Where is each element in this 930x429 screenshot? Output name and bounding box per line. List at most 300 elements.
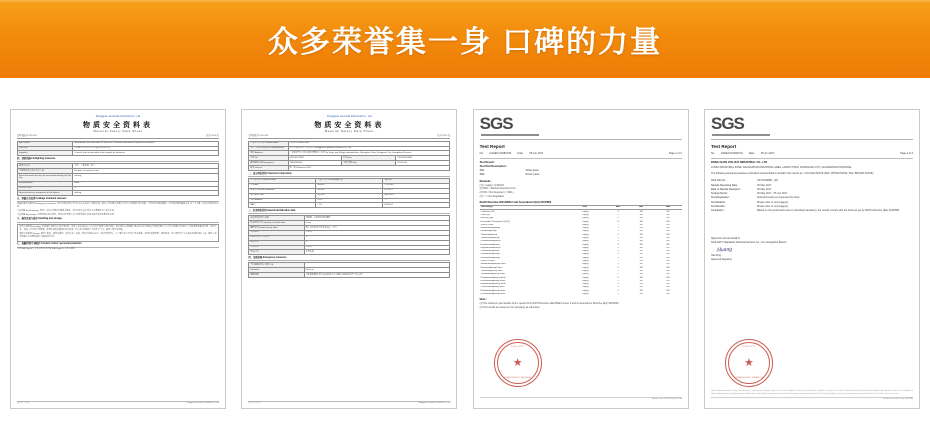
cell-mdl: 5 xyxy=(617,286,619,289)
cell-sn1: ND xyxy=(639,236,643,239)
cell-item: Dibromodiphenyl ether xyxy=(480,266,503,269)
paragraph: 操作注意事项 Handling: 密闭操作,提供充分的局部排风。操作人员必须经过专门培训,严格遵守操作规程。建议操作人员佩戴自吸过滤式防毒面具(半面罩),戴化学安全防护眼镜,穿防静电工作服,戴橡胶耐油手套。远离火种、热源,工作场所严禁吸烟。使用防爆型的通风系统和设备。防止蒸气泄漏到工作场所空气中。避免与氧化剂接触。 xyxy=(19,226,217,232)
certificate-card-msds-page1[interactable] xyxy=(241,109,457,409)
cell-unit: mg/kg xyxy=(582,223,589,226)
cell-mdl: 2 xyxy=(617,213,619,216)
msds-firstaid-table xyxy=(17,141,219,157)
msds-meta-right: 版本:2015 版 xyxy=(437,134,451,137)
test-part-heading: Test Part Description : xyxy=(479,165,508,168)
client-block xyxy=(711,161,913,170)
row-label: Special protective equipment for the fighters xyxy=(18,191,73,196)
report-page-number: Page 1 of 3 xyxy=(900,152,913,156)
cell-sn1: ND xyxy=(639,240,643,243)
cell-cas: 9002-89-5 xyxy=(383,193,450,198)
cell-item: Hexabromodiphenyl ether xyxy=(480,279,506,282)
signature: Huang xyxy=(716,246,733,254)
row-label: 物质危害分类 substance classification xyxy=(249,221,304,226)
cell-sn2: ND xyxy=(666,213,670,216)
msds-meta-left: 资料表编号:JXD-001 xyxy=(248,134,269,137)
cell-mdl: 5 xyxy=(617,227,619,230)
cell-sn1: ND xyxy=(639,273,643,276)
msds-subtitle: Material Safety Data Sheet xyxy=(324,128,374,133)
column-header-item: Test Item(s) xyxy=(480,206,582,210)
cell-pct: 30-40% xyxy=(316,183,383,188)
cell-unit: mg/kg xyxy=(582,250,589,253)
cell-sn1: ND xyxy=(639,260,643,263)
sgs-header xyxy=(480,115,682,140)
field-value: Based on the performed tests on submitted sample(s), the results comply with the limits as set by RoHS Directive (EU) 2015/863. xyxy=(756,209,900,213)
cell-mdl: - xyxy=(617,223,619,226)
field-key: Testing Period : xyxy=(710,192,729,196)
cell-item: Octabromobiphenyl xyxy=(480,250,500,253)
cell-cas: — xyxy=(383,198,450,203)
certificate-card-msds-page2[interactable] xyxy=(10,109,226,409)
cell-sn1: ND xyxy=(639,246,643,249)
table-row xyxy=(18,151,219,156)
report-date-label: Date: xyxy=(748,152,755,156)
cell-sn2: ND xyxy=(666,220,670,223)
row-value: 无 xyxy=(73,186,219,191)
cell-name: 聚乙烯醇 PVA xyxy=(249,193,316,198)
cell-sn2: ND xyxy=(666,286,670,289)
column-header-unit: Unit xyxy=(582,206,609,210)
cell-sn2: ND xyxy=(666,273,670,276)
cell-unit: mg/kg xyxy=(582,263,589,266)
paragraph: 泄漏的紧急处理措施 Emergency treatment: 切开污染的现场,不允许无关人员进入,切断火源。建议应急处理人员戴自给正压式呼吸器,穿防毒服。不要直接接触泄漏物。尽可能切断泄漏源,防止流入下水道、排洪沟等限制性空间。 xyxy=(17,203,219,209)
cell-sn1: ND xyxy=(639,269,643,272)
cell-sn2: ND xyxy=(666,250,670,253)
cell-item: Pentabromobiphenyl xyxy=(480,240,501,243)
banner-title: 众多荣誉集一身 口碑的力量 xyxy=(267,26,663,59)
field-key: Date of Sample Received : xyxy=(710,187,741,191)
row-label: 物质分类 xyxy=(249,250,304,255)
field-key: Test Method : xyxy=(710,200,726,204)
section-heading-leakage: 五、泄漏应急处理 Leakage treatment measure xyxy=(17,198,219,202)
cell-sn1: ND xyxy=(639,293,643,296)
sample-intro: The following sample(s) was/were submitted and identified on behalf of the clients as : COLOUR PASTE (SN1: WHITE PASTE, SN2: BROWN PASTE) xyxy=(710,172,874,176)
msds-subtitle: Material Safety Data Sheet xyxy=(93,128,143,133)
row-value: To wash, drink as desirable to be hospital for treatment xyxy=(73,151,219,156)
cell-item: Cadmium (Cd) xyxy=(480,210,495,213)
cell-sn2: ND xyxy=(666,276,670,279)
cell-sn2: ND xyxy=(666,256,670,259)
row-label: 生产厂商及制造商名称 Manufacturer xyxy=(249,146,288,151)
specimen-desc: Brown paste xyxy=(525,173,540,177)
row-value: 立即脱去污染衣着,用大量流动清水冲洗 xyxy=(73,146,219,151)
sgs-page-footer: Member of the SGS Group (SGS SA) xyxy=(480,397,682,401)
row-label: 适用灭火剂 xyxy=(18,164,73,169)
certificate-card-sgs-page2[interactable] xyxy=(473,109,689,409)
cell-unit: mg/kg xyxy=(582,227,589,230)
msds-company-name: Dongguan Junxinda Chemical Co., Ltd xyxy=(95,115,141,118)
section-heading-firefighting: 四、消防措施 Firefighting measures xyxy=(17,158,219,162)
cell-unit: mg/kg xyxy=(582,260,589,263)
column-header-cas: CAS NO xyxy=(383,178,450,183)
cell-mdl: 5 xyxy=(617,250,619,253)
sgs-page-footer: Member of the SGS Group (SGS SA) xyxy=(711,397,913,401)
msds-title: 物质安全资料表 xyxy=(314,121,385,129)
cell-sn1: ND xyxy=(639,253,643,256)
row-value: water xyxy=(73,181,219,186)
msds-meta-left: 资料表编号:JXD-001 xyxy=(17,134,38,137)
cell-pct: 20-30% xyxy=(316,188,383,193)
field-value: Please refer to next page(s). xyxy=(756,204,789,208)
cell-cas: 672-83-4 xyxy=(383,203,450,208)
report-id-row xyxy=(480,152,682,156)
specimen-no: SN1 xyxy=(479,169,485,173)
cell-item: Hexavalent Chromium (Cr(VI)) xyxy=(480,220,510,223)
row-label: 紧急联络电话 Emergency xyxy=(249,161,288,166)
cell-sn2: ND xyxy=(666,289,670,292)
cell-sn2: ND xyxy=(666,210,670,213)
cell-item: Tetrabromodiphenyl ether xyxy=(480,273,505,276)
row-label: 制表日期 Date xyxy=(342,161,396,166)
row-label: 特殊危害 xyxy=(249,240,304,245)
stamp-inner xyxy=(497,342,539,384)
table-row xyxy=(249,272,450,277)
row-label: Eye contact xyxy=(18,141,73,146)
row-label: 不同暴露途径之急救方法 xyxy=(249,263,304,268)
row-label: 主要症状 xyxy=(249,245,304,250)
sgs-logo-block xyxy=(711,115,770,136)
field-value: 25 May 2017 xyxy=(756,187,772,191)
cell-sn1: ND xyxy=(639,210,643,213)
field-key: Conclusion : xyxy=(710,209,725,213)
cell-item: Sum of PBBs xyxy=(480,223,494,226)
cell-sn2: ND xyxy=(666,230,670,233)
row-value: nothing xyxy=(73,173,219,181)
sgs-logo: SGS xyxy=(710,114,744,133)
msds-document-page1 xyxy=(248,115,451,405)
cell-sn1: ND xyxy=(639,213,643,216)
cell-unit: mg/kg xyxy=(582,230,589,233)
rohs-results-body xyxy=(480,210,682,296)
handling-box xyxy=(17,224,219,242)
cell-sn1: ND xyxy=(639,289,643,292)
report-no-value: CANEC1702827/01 xyxy=(720,152,743,156)
cell-sn1: ND xyxy=(639,243,643,246)
stamp-top-text: SGS-CSTC xyxy=(511,346,525,348)
cell-mdl: 5 xyxy=(617,266,619,269)
cell-mdl: 5 xyxy=(617,263,619,266)
row-label: 地址 Address xyxy=(249,151,288,156)
row-value: 立即提起眼睑,用大量流动清水或生理盐水彻底冲洗至少15分钟 xyxy=(304,272,450,277)
cell-mdl: 2 xyxy=(617,217,619,220)
cell-sn1: ND xyxy=(639,233,643,236)
field-value: CP1702089B - QN xyxy=(756,179,778,183)
sgs-report-page1 xyxy=(711,115,913,403)
specimen-desc: White paste xyxy=(525,169,539,173)
remark-item: (3) ND = Not Detected ( < MDL ) xyxy=(479,191,514,195)
cell-unit: mg/kg xyxy=(582,286,589,289)
cell-sn2: ND xyxy=(666,233,670,236)
cell-sn2: ND xyxy=(666,293,670,296)
row-value: 无 xyxy=(304,235,450,240)
row-label: 环境影响 xyxy=(249,230,304,235)
sgs-logo-underline xyxy=(481,134,539,136)
cell-item: Heptabromobiphenyl xyxy=(480,246,501,249)
row-value: 吸入高浓度蒸气可引起头晕、乏力 xyxy=(304,225,450,230)
cell-item: Decabromodiphenyl ether xyxy=(480,293,506,296)
page-banner xyxy=(0,0,930,78)
row-label: 传真 Fax xyxy=(342,156,396,161)
row-label: Inhalation xyxy=(249,268,304,273)
row-value: 第一版 Reference 2015 xyxy=(288,166,450,171)
certificate-card-sgs-page1[interactable] xyxy=(704,109,920,409)
cell-sn1: ND xyxy=(639,256,643,259)
certificate-gallery xyxy=(0,78,930,429)
sgs-official-stamp-icon xyxy=(494,339,542,387)
msds-footer xyxy=(17,401,219,405)
cell-mdl: 5 xyxy=(617,293,619,296)
cell-pct: 10-20% xyxy=(316,193,383,198)
cell-unit: mg/kg xyxy=(582,283,589,286)
report-date-label: Date: xyxy=(517,152,524,156)
row-value: nothing xyxy=(73,191,219,196)
star-icon: ★ xyxy=(512,356,523,369)
report-no-label: No. xyxy=(479,152,484,156)
cell-sn1: ND xyxy=(639,286,643,289)
cell-unit: mg/kg xyxy=(582,246,589,249)
client-name: DONG GUAN JUN HUA INDUSTRIAL CO., LTD xyxy=(710,160,768,164)
row-value: 13800000000 xyxy=(288,161,342,166)
test-result-block xyxy=(480,161,682,177)
cell-unit: mg/kg xyxy=(582,243,589,246)
row-label: 皮肤接触 xyxy=(18,146,73,151)
signoff-line: Signed for and on behalf of xyxy=(710,237,740,241)
cell-unit: mg/kg xyxy=(582,266,589,269)
cell-cas: 471-34-1 xyxy=(383,188,450,193)
rohs-results-table xyxy=(480,205,682,296)
table-row xyxy=(18,173,219,181)
signoff-company: SGS-CSTC Standards Technical Services Co., Ltd. Guangzhou Branch xyxy=(710,240,787,244)
sgs-logo-block xyxy=(480,115,539,136)
cell-sn1: ND xyxy=(639,223,643,226)
report-date-value: 05 Jun 2017 xyxy=(529,152,544,156)
paragraph: 储存注意事项 Storage: 储存于阴凉、通风的库房。远离火种、热源。库温不宜超过30℃。保持容器密封。应与氧化剂分开存放,切忌混储。采用防爆型照明、通风设施。禁止使用易产生火花的机械设备和工具。储区应备有泄漏应急处理设备和合适的收容材料。 xyxy=(19,233,217,238)
row-value: 无资料 xyxy=(304,230,450,235)
cell-unit: mg/kg xyxy=(582,276,589,279)
msds-emergency-table xyxy=(248,262,450,278)
report-title: Test Report xyxy=(710,144,737,149)
msds-hazard-table xyxy=(248,215,450,255)
cell-sn1: ND xyxy=(639,263,643,266)
cell-unit: mg/kg xyxy=(582,289,589,292)
cell-sn2: ND xyxy=(666,236,670,239)
cell-mdl: 5 xyxy=(617,256,619,259)
cell-mdl: 5 xyxy=(617,236,619,239)
cell-sn1: ND xyxy=(639,266,643,269)
row-label: Ingestion xyxy=(18,151,73,156)
section-heading-contact-control: 七、接触控制/个体防护 Contact control / personal protection xyxy=(17,243,219,247)
row-value: 对眼睛、皮肤有轻微刺激性 xyxy=(304,216,450,221)
column-header-mdl: MDL xyxy=(609,206,628,210)
cell-item: Decabromobiphenyl xyxy=(480,256,500,259)
cell-sn1: ND xyxy=(639,227,643,230)
remark-item: (4) "-" = Not Regulated xyxy=(479,194,504,198)
msds-composition-table xyxy=(248,178,450,208)
cell-unit: mg/kg xyxy=(582,253,589,256)
cell-name: MAP xyxy=(249,203,316,208)
cell-unit: mg/kg xyxy=(582,279,589,282)
report-fields xyxy=(711,179,913,213)
sgs-report-page2 xyxy=(480,115,682,403)
stamp-bottom-text: GUANGZHOU BRANCH xyxy=(735,376,763,379)
cell-sn2: ND xyxy=(666,266,670,269)
row-label: 眼睛接触 xyxy=(249,272,304,277)
report-date-value: 05 Jun 2017 xyxy=(760,152,775,156)
cell-item: Mercury (Hg) xyxy=(480,217,494,220)
msds-title: 物质安全资料表 xyxy=(83,121,153,129)
row-label: Fire-protection xyxy=(18,181,73,186)
cell-item: Dibromobiphenyl xyxy=(480,230,497,233)
results-heading: RoHS Directive 2011/65/EU and Amendment (EU) 2015/863 xyxy=(479,201,552,205)
section-heading-emergency: 四、急救措施 Emergency measures xyxy=(248,257,450,261)
table-row xyxy=(249,203,450,208)
cell-sn1: ND xyxy=(639,230,643,233)
field-value: 25 May 2017 - 05 Jun 2017 xyxy=(756,192,788,196)
notes-heading: Note : xyxy=(479,298,488,302)
sgs-disclaimer: Unless otherwise agreed in writing, this document is issued by the Company subject to its General Conditions of Service printed overleaf, available on request or accessible at http://www.sgs.com/en/Terms-and-Conditions.aspx. Attention is drawn to the limitation of liability, indemnification and jurisdiction issues defined therein. Any holder of this document is advised that information contained hereon reflects the Company's findings at the time of its intervention only and within the limits of Client's instructions, if any. xyxy=(710,390,913,395)
row-value: 干粉、二氧化碳、砂土 xyxy=(73,164,219,169)
divider xyxy=(480,158,682,159)
column-header-pct: 含量百分比 Percentage (%) xyxy=(316,178,383,183)
cell-name: 水 Water xyxy=(249,183,316,188)
row-value: 白色胶浆 White Glue xyxy=(288,141,450,146)
row-label: 最重要的危害与影响 xyxy=(249,216,304,221)
table-row xyxy=(480,293,682,296)
stamp-bottom-text: GUANGZHOU BRANCH xyxy=(503,376,532,379)
field-value: Please refer to next page(s). xyxy=(756,200,789,204)
cell-name: 助剂 Additive xyxy=(249,198,316,203)
cell-sn2: ND xyxy=(666,243,670,246)
cell-item: Octabromodiphenyl ether xyxy=(480,286,505,289)
row-value: 2015-6-10 xyxy=(396,161,450,166)
cell-sn2: ND xyxy=(666,217,670,220)
row-label: 电话 Tel xyxy=(249,156,288,161)
row-label: 健康危害 Health hazard effect xyxy=(249,225,304,230)
cell-mdl: 2 xyxy=(617,210,619,213)
row-value: 0769-81234568 xyxy=(396,156,450,161)
sgs-logo: SGS xyxy=(479,114,513,133)
cell-item: Pentabromodiphenyl ether xyxy=(480,276,506,279)
note-item: (2) Test results are based on the sample(s) as submitted. xyxy=(479,305,540,309)
cell-unit: mg/kg xyxy=(582,269,589,272)
cell-item: Hexabromobiphenyl xyxy=(480,243,500,246)
footer-page: 第 2 页 共 4 页 xyxy=(17,402,30,405)
footer-page: 第 1 页 共 4 页 xyxy=(248,402,261,405)
cell-item: Sum of PBDEs xyxy=(480,260,495,263)
cell-unit: mg/kg xyxy=(582,240,589,243)
cell-sn2: ND xyxy=(666,253,670,256)
report-no-label: No. xyxy=(710,152,715,156)
column-header-name: 化学品名称 Chemical name xyxy=(249,178,316,183)
report-title: Test Report xyxy=(479,144,505,149)
cell-item: Heptabromodiphenyl ether xyxy=(480,283,506,286)
divider xyxy=(711,158,913,159)
note-item: (1) The maximum permissible limit is quoted from RoHS Directive 2011/65/EU Annex II and its amendment Directive (EU) 2015/863. xyxy=(479,302,620,306)
row-value: 广东省东莞市大岭山镇大塘朗村工业区 Da Tang Lang Village Industrial Area, Dalingshan Town, Dongguan City, Guangdong Province xyxy=(288,151,450,156)
msds-document-page2 xyxy=(17,115,219,405)
cell-pct: 1-5% xyxy=(316,198,383,203)
remark-item: (2) MDL = Method Detection Limit xyxy=(479,187,516,191)
row-value: Immediately rinse with water or saline for 15 minutes and need to hospital for treatment xyxy=(73,141,219,146)
row-value: 无资料 xyxy=(304,245,450,250)
cell-sn1: ND xyxy=(639,279,643,282)
cell-unit: mg/kg xyxy=(582,233,589,236)
cell-item: Tribromobiphenyl xyxy=(480,233,498,236)
field-row xyxy=(711,209,913,213)
cell-name: 碳酸钙 Calcium carbonate xyxy=(249,188,316,193)
cell-item: Tribromodiphenyl ether xyxy=(480,269,503,272)
row-label: 特殊防护措施 xyxy=(18,186,73,191)
cell-sn1: ND xyxy=(639,283,643,286)
field-key: SGS Job No. : xyxy=(710,179,727,183)
stamp-top-text: SGS-CSTC xyxy=(742,346,756,348)
row-label: 物理性及化学性危害 xyxy=(249,235,304,240)
cell-unit: mg/kg xyxy=(582,213,589,216)
row-label: 版本 Version xyxy=(249,166,288,171)
report-id-row xyxy=(711,152,913,156)
section-heading-composition: 二、成分辨识资料 Chemical composition xyxy=(248,173,450,177)
table-row xyxy=(249,250,450,255)
msds-meta xyxy=(17,135,219,139)
cell-mdl: 5 xyxy=(617,279,619,282)
cell-unit: mg/kg xyxy=(582,210,589,213)
field-value: 25 May 2017 xyxy=(756,183,772,187)
specimen-no: SN2 xyxy=(479,173,485,177)
cell-mdl: 5 xyxy=(617,276,619,279)
table-row xyxy=(249,166,450,171)
notes-block xyxy=(480,298,682,309)
cell-sn1: ND xyxy=(639,276,643,279)
msds-company-name: Dongguan Junxinda Chemical Co., Ltd xyxy=(327,115,372,118)
cell-sn2: ND xyxy=(666,223,670,226)
column-header-sn1: SN1 xyxy=(628,206,655,210)
sgs-header xyxy=(711,115,913,140)
row-value: Fresh air xyxy=(304,268,450,273)
section-heading-handling: 六、操作处置与储存 Handling and storage xyxy=(17,218,219,222)
cell-sn1: ND xyxy=(639,220,643,223)
cell-item: Nonabromobiphenyl xyxy=(480,253,500,256)
report-no-value: CANEC1702827/01 xyxy=(489,152,512,156)
cell-mdl: 8 xyxy=(617,220,619,223)
row-label: 不适用的灭火剂或灭火方法 xyxy=(18,169,73,174)
msds-meta-right: 版本:2015 版 xyxy=(206,134,219,137)
cell-sn2: ND xyxy=(666,269,670,272)
field-key: Test Requested : xyxy=(710,196,730,200)
cell-mdl: 5 xyxy=(617,283,619,286)
cell-mdl: 5 xyxy=(617,243,619,246)
cell-sn1: ND xyxy=(639,250,643,253)
msds-firefighting-table xyxy=(17,163,219,196)
cell-mdl: 5 xyxy=(617,246,619,249)
cell-cas: 7732-18-5 xyxy=(383,183,450,188)
section-heading-hazard: 三、危害辨识资料 Hazard identification data xyxy=(248,210,450,214)
cell-unit: mg/kg xyxy=(582,220,589,223)
paragraph: 大量泄漏 Big leakage: 构筑围堤或挖坑收容。用泵转移至槽车或专用收集器内,回收或运至废物处理场所处置。 xyxy=(17,213,116,216)
cell-sn2: ND xyxy=(666,283,670,286)
msds-footer xyxy=(248,401,450,405)
footer-company: Dongguan Junxinda Chemical Co., Ltd xyxy=(186,402,219,405)
star-icon: ★ xyxy=(744,356,754,369)
msds-meta xyxy=(248,135,450,139)
cell-unit: mg/kg xyxy=(582,256,589,259)
stamp-inner xyxy=(728,342,770,384)
cell-sn1: ND xyxy=(639,217,643,220)
cell-mdl: 5 xyxy=(617,233,619,236)
test-result-heading: Test Result : xyxy=(479,160,496,164)
